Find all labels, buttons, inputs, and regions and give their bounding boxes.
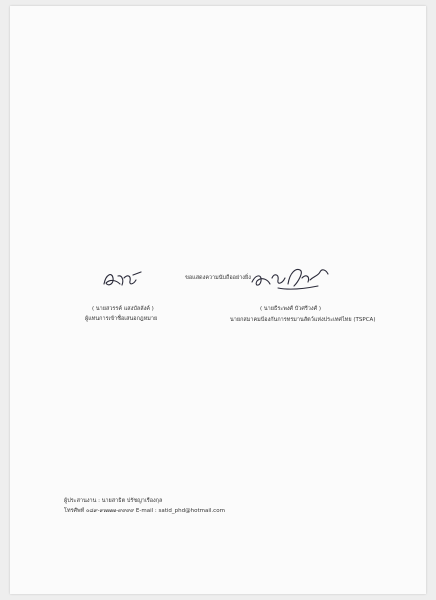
body-paragraph-2	[78, 138, 386, 244]
closing-line: ขอแสดงความนับถืออย่างยิ่ง	[185, 275, 251, 281]
letter-page	[10, 6, 426, 594]
contact-person: ผู้ประสานงาน : นายสาธิต ปรัชญาเรืองกุล	[64, 498, 163, 504]
signatory-2-title: นายกสมาคมป้องกันการทรมานสัตว์แห่งประเทศไทย (TSPCA)	[230, 317, 376, 323]
signature-1	[100, 268, 146, 290]
signatory-1-name: ( นายสวรรค์ แสงบัลลังค์ )	[92, 306, 154, 312]
signatory-1-title: ผู้แทนการเข้าชื่อเสนอกฎหมาย	[85, 316, 158, 322]
signatory-2-name: ( นายธีระพงศ์ บัวศรีวงศ์ )	[260, 306, 321, 312]
body-paragraph-3	[78, 252, 386, 264]
body-paragraph-1	[78, 69, 386, 131]
signature-2	[248, 264, 332, 294]
contact-phone-email: โทรศัพท์ ๐๘๙-๙๗๗๗-๙๙๙๙ E-mail : satid_phd@hotmail.com	[64, 508, 225, 514]
